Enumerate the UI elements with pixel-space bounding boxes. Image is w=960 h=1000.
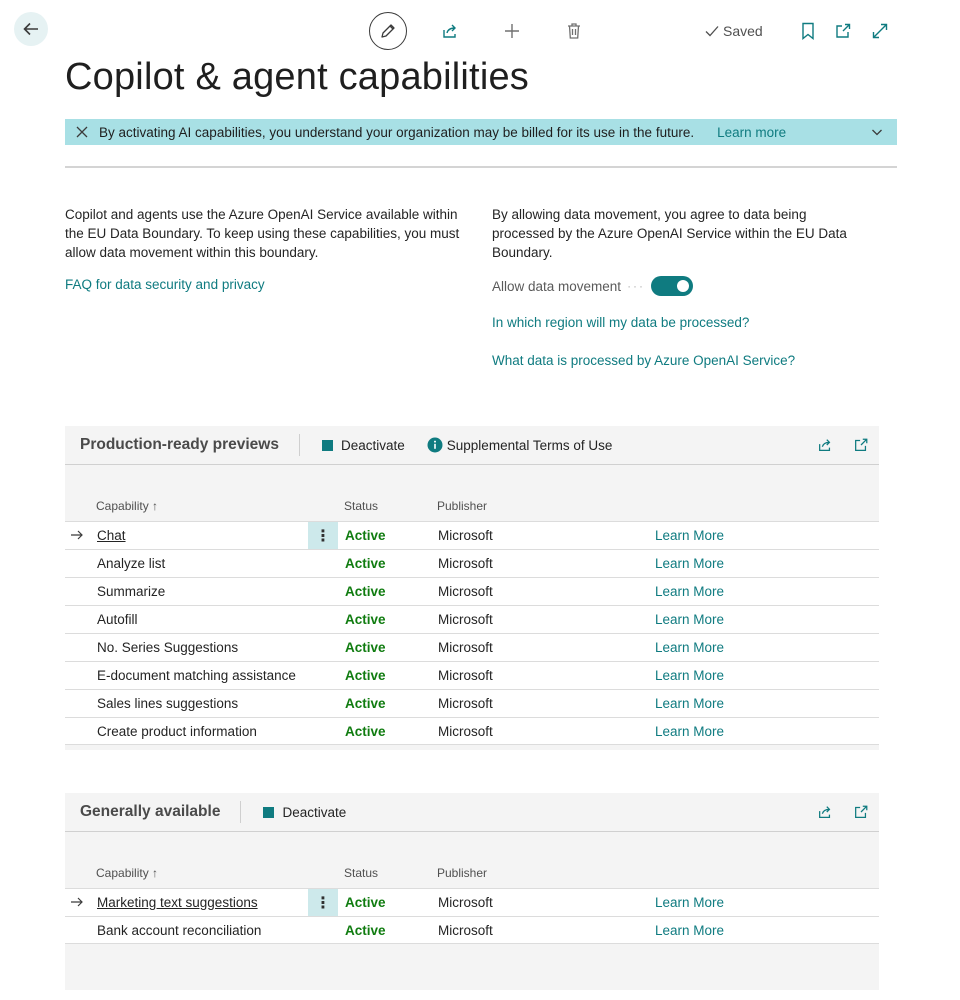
dismiss-banner-button[interactable]	[65, 126, 99, 138]
deactivate-label: Deactivate	[282, 804, 347, 820]
generally-available-section	[65, 793, 879, 990]
status-value: Active	[345, 696, 386, 711]
production-ready-previews-section	[65, 426, 879, 750]
checkmark-icon	[705, 25, 719, 37]
status-column-header[interactable]: Status	[344, 499, 379, 513]
delete-button[interactable]	[562, 19, 586, 43]
back-arrow-icon	[22, 20, 40, 38]
publisher-value: Microsoft	[438, 895, 493, 910]
status-value: Active	[345, 895, 386, 910]
section-title: Production-ready previews	[80, 436, 279, 453]
sort-ascending-icon: ↑	[152, 499, 159, 513]
status-value: Active	[345, 612, 386, 627]
publisher-value: Microsoft	[438, 724, 493, 739]
section-header	[65, 793, 879, 832]
back-button[interactable]	[14, 12, 48, 46]
deactivate-button[interactable]	[263, 805, 346, 820]
share-icon	[441, 22, 459, 40]
page-title: Copilot & agent capabilities	[65, 56, 529, 98]
open-in-new-window-icon[interactable]	[853, 804, 869, 820]
table-row[interactable]	[65, 577, 879, 605]
edit-button[interactable]	[369, 12, 407, 50]
capability-name: No. Series Suggestions	[97, 640, 239, 655]
close-icon	[76, 126, 88, 138]
table-row[interactable]	[65, 717, 879, 745]
capability-name: E-document matching assistance	[97, 668, 296, 683]
capability-column-label: Capability	[96, 499, 149, 513]
plus-icon	[503, 22, 521, 40]
region-processing-link[interactable]: In which region will my data be processed?	[492, 315, 750, 330]
banner-message: By activating AI capabilities, you understand your organization may be billed for its use in the future.	[99, 124, 695, 140]
status-value: Active	[345, 556, 386, 571]
data-boundary-description: Copilot and agents use the Azure OpenAI Service available within the EU Data Boundary. To keep using these capabilities, you must allow data movement within this boundary.	[65, 207, 460, 260]
pencil-icon	[379, 22, 397, 40]
trash-icon	[566, 22, 582, 40]
capability-name: Autofill	[97, 612, 138, 627]
capability-name: Analyze list	[97, 556, 166, 571]
info-icon	[427, 437, 443, 453]
table-row[interactable]	[65, 689, 879, 717]
bookmark-button[interactable]	[796, 19, 820, 43]
section-actions	[817, 804, 869, 820]
sort-ascending-icon: ↑	[152, 866, 159, 880]
deactivate-icon	[263, 807, 274, 818]
learn-more-link[interactable]: Learn More	[655, 584, 725, 599]
learn-more-link[interactable]: Learn More	[655, 640, 725, 655]
publisher-column-header[interactable]: Publisher	[437, 866, 488, 880]
table-row[interactable]	[65, 633, 879, 661]
allow-data-movement-label: Allow data movement	[492, 278, 622, 294]
open-in-new-window-icon	[834, 22, 852, 40]
publisher-value: Microsoft	[438, 612, 493, 627]
publisher-value: Microsoft	[438, 696, 493, 711]
table-row[interactable]	[65, 661, 879, 689]
allow-data-movement-field	[492, 276, 693, 296]
capability-name[interactable]: Chat	[97, 528, 126, 543]
table-row[interactable]	[65, 521, 879, 549]
header-separator	[240, 801, 241, 823]
saved-label: Saved	[723, 23, 763, 39]
capability-column-header[interactable]	[96, 499, 158, 513]
allow-data-movement-toggle[interactable]	[651, 276, 693, 296]
learn-more-link[interactable]: Learn More	[655, 724, 725, 739]
publisher-value: Microsoft	[438, 556, 493, 571]
expand-icon	[871, 22, 889, 40]
capability-name: Summarize	[97, 584, 166, 599]
learn-more-link[interactable]: Learn More	[655, 696, 725, 711]
learn-more-link[interactable]: Learn More	[655, 612, 725, 627]
learn-more-link[interactable]: Learn More	[655, 923, 725, 938]
bookmark-icon	[801, 22, 815, 40]
open-in-new-window-icon[interactable]	[853, 437, 869, 453]
row-actions-menu-button[interactable]: ⋮	[308, 522, 338, 549]
deactivate-label: Deactivate	[340, 437, 405, 453]
header-separator	[299, 434, 300, 456]
status-value: Active	[345, 528, 386, 543]
share-button[interactable]	[438, 19, 462, 43]
table-row[interactable]	[65, 916, 879, 944]
capability-column-label: Capability	[96, 866, 149, 880]
publisher-value: Microsoft	[438, 528, 493, 543]
azure-openai-data-link[interactable]: What data is processed by Azure OpenAI Service?	[492, 353, 796, 368]
deactivate-button[interactable]	[322, 438, 405, 453]
learn-more-link[interactable]: Learn More	[655, 528, 725, 543]
chevron-down-icon	[871, 126, 883, 138]
publisher-value: Microsoft	[438, 584, 493, 599]
expand-button[interactable]	[868, 19, 892, 43]
supplemental-terms-label: Supplemental Terms of Use	[446, 437, 613, 453]
status-value: Active	[345, 923, 386, 938]
capability-column-header[interactable]	[96, 866, 158, 880]
publisher-value: Microsoft	[438, 640, 493, 655]
learn-more-link[interactable]: Learn More	[655, 895, 725, 910]
share-icon[interactable]	[817, 804, 833, 820]
status-column-header[interactable]: Status	[344, 866, 379, 880]
ga-capabilities-list	[65, 888, 879, 944]
supplemental-terms-button[interactable]	[427, 437, 613, 453]
row-actions-menu-button[interactable]: ⋮	[308, 889, 338, 916]
field-leader-dots: ···	[627, 279, 646, 293]
section-title: Generally available	[80, 803, 221, 820]
table-row[interactable]	[65, 605, 879, 633]
learn-more-link[interactable]: Learn More	[655, 556, 725, 571]
billing-notification-banner	[65, 119, 897, 145]
status-value: Active	[345, 640, 386, 655]
share-icon[interactable]	[817, 437, 833, 453]
data-movement-consent-text: By allowing data movement, you agree to data being processed by the Azure OpenAI Service within the EU Data Boundary.	[492, 207, 847, 260]
capability-name: Sales lines suggestions	[97, 696, 239, 711]
deactivate-icon	[322, 440, 333, 451]
section-header	[65, 426, 879, 465]
banner-learn-more-link[interactable]: Learn more	[717, 124, 787, 140]
capability-name: Create product information	[97, 724, 257, 739]
toggle-knob	[677, 280, 689, 292]
expand-banner-button[interactable]	[871, 126, 883, 138]
open-new-window-button[interactable]	[831, 19, 855, 43]
current-row-arrow-icon	[70, 529, 84, 541]
capability-name[interactable]: Marketing text suggestions	[97, 895, 258, 910]
saved-status	[705, 23, 763, 39]
status-value: Active	[345, 584, 386, 599]
publisher-value: Microsoft	[438, 668, 493, 683]
table-row[interactable]	[65, 549, 879, 577]
current-row-arrow-icon	[70, 896, 84, 908]
table-row[interactable]	[65, 888, 879, 916]
new-button[interactable]	[500, 19, 524, 43]
status-value: Active	[345, 668, 386, 683]
preview-capabilities-list	[65, 521, 879, 745]
header-divider	[65, 166, 897, 168]
capability-name: Bank account reconciliation	[97, 923, 262, 938]
learn-more-link[interactable]: Learn More	[655, 668, 725, 683]
publisher-column-header[interactable]: Publisher	[437, 499, 488, 513]
status-value: Active	[345, 724, 386, 739]
publisher-value: Microsoft	[438, 923, 493, 938]
faq-data-security-link[interactable]: FAQ for data security and privacy	[65, 277, 265, 292]
section-actions	[817, 437, 869, 453]
